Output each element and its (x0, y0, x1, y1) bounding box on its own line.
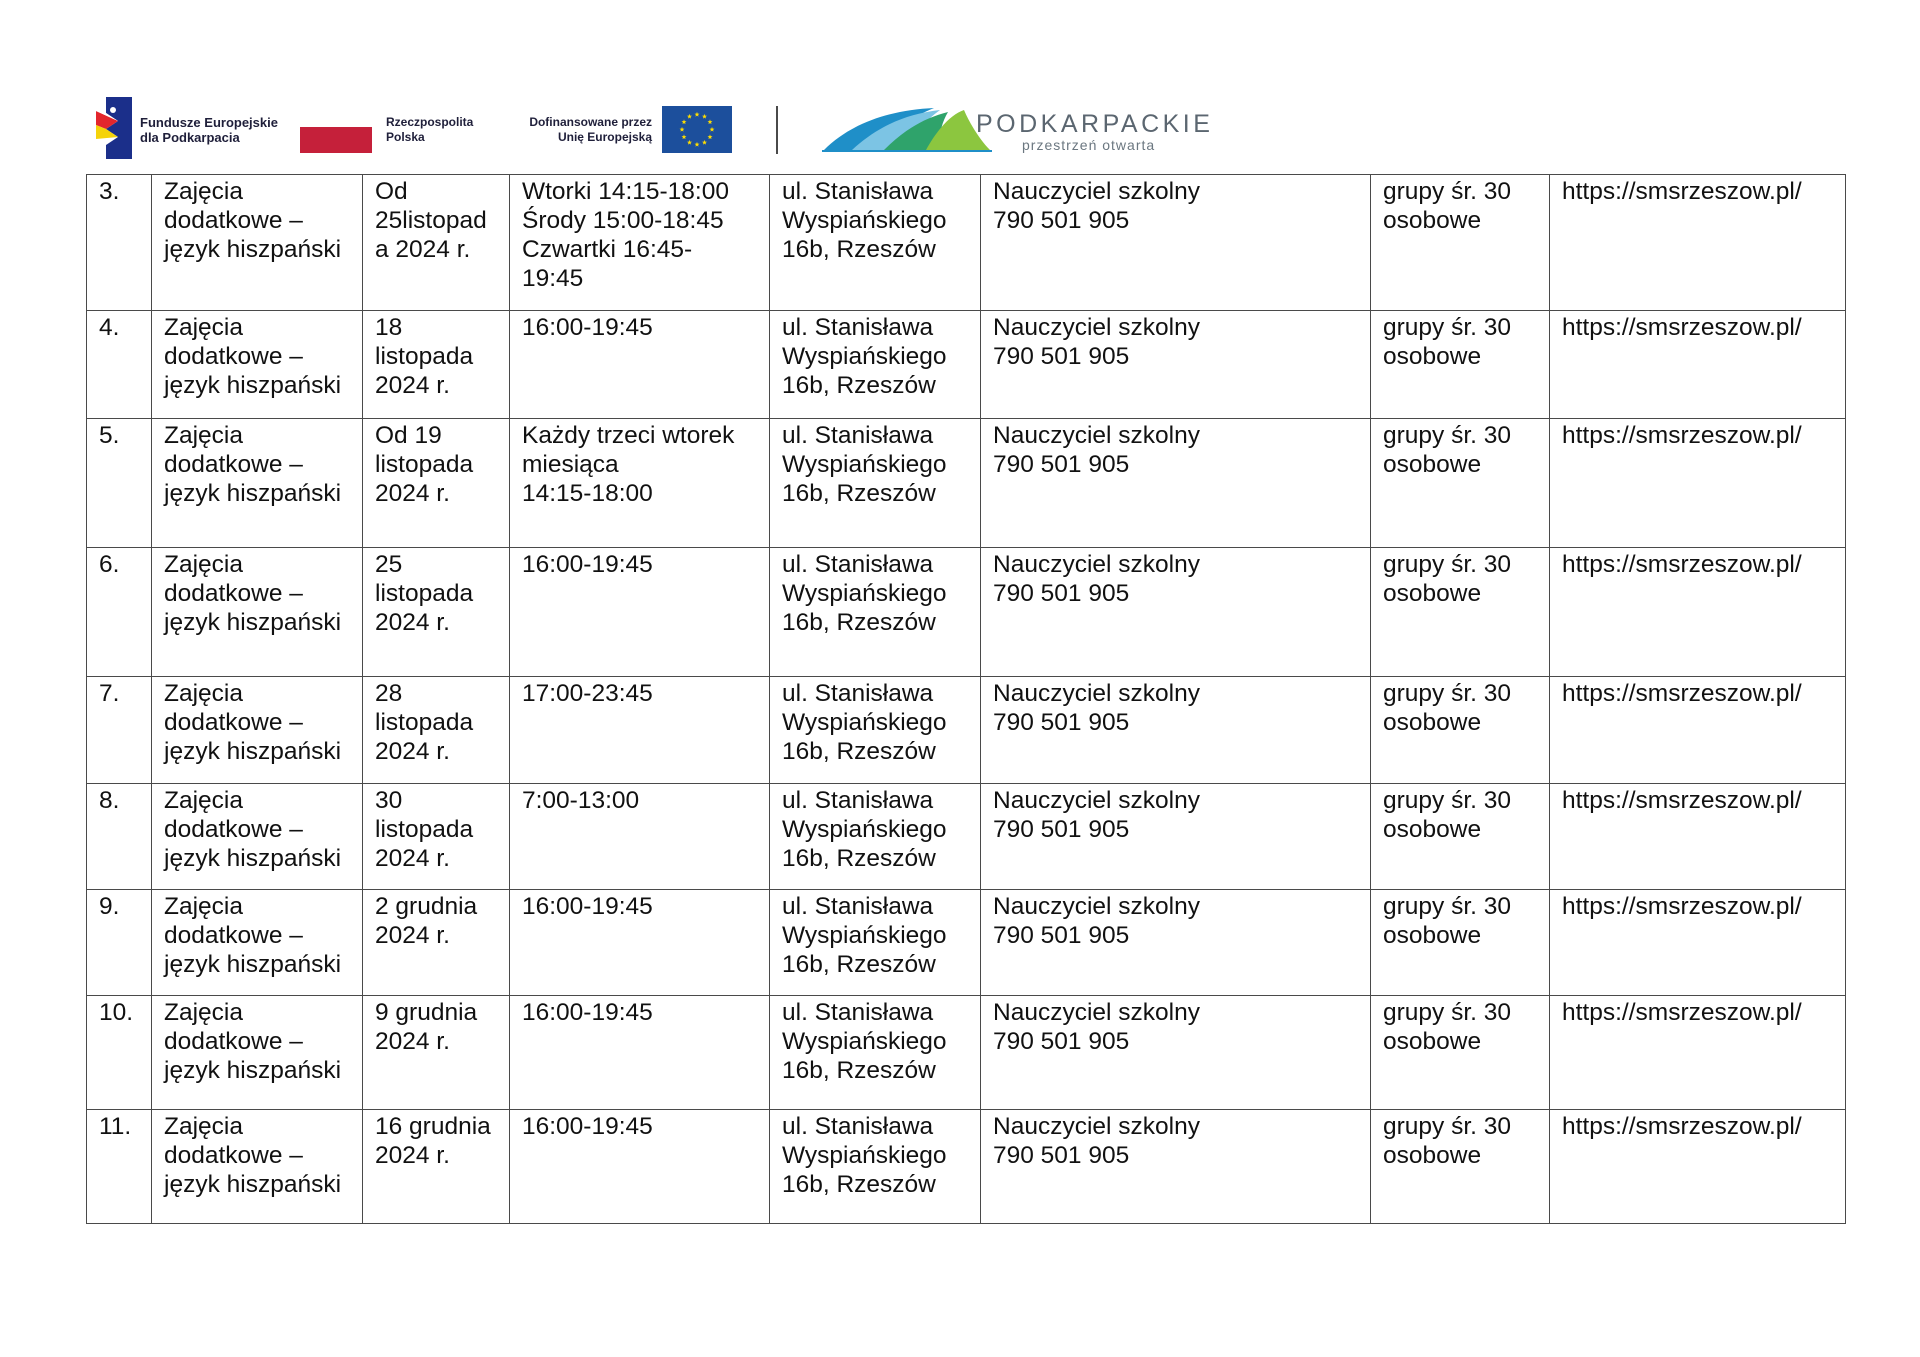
address-cell (770, 548, 981, 677)
date-line: listopada (375, 580, 474, 607)
contact-line: 790 501 905 (993, 451, 1130, 478)
eu-flag-icon (662, 106, 732, 153)
activity-line: dodatkowe – (164, 709, 303, 736)
website-cell (1550, 548, 1846, 677)
address-line: ul. Stanisława (782, 680, 934, 707)
activity-line: Zajęcia (164, 1113, 243, 1140)
date-cell (363, 890, 510, 996)
date-line: 16 grudnia (375, 1113, 491, 1140)
podkarpackie-subtitle: przestrzeń otwarta (1022, 137, 1156, 153)
website-text: https://smsrzeszow.pl/ (1562, 551, 1802, 578)
contact-line: 790 501 905 (993, 207, 1130, 234)
contact-line: Nauczyciel szkolny (993, 893, 1200, 920)
address-line: Wyspiańskiego (782, 1028, 947, 1055)
activity-cell (152, 548, 363, 677)
website-cell (1550, 419, 1846, 548)
contact-cell (981, 784, 1371, 890)
group-size-line: grupy śr. 30 (1383, 551, 1512, 578)
group-size-line: grupy śr. 30 (1383, 178, 1512, 205)
contact-line: 790 501 905 (993, 922, 1130, 949)
time-line: 16:00-19:45 (522, 1113, 653, 1140)
group-size-line: grupy śr. 30 (1383, 1113, 1512, 1140)
group-size-line: grupy śr. 30 (1383, 893, 1512, 920)
date-cell (363, 419, 510, 548)
contact-line: 790 501 905 (993, 343, 1130, 370)
row-number: 7. (99, 680, 120, 707)
contact-line: Nauczyciel szkolny (993, 1113, 1200, 1140)
group-size-line: grupy śr. 30 (1383, 680, 1512, 707)
eu-line-2: Unię Europejską (557, 130, 652, 144)
time-cell (510, 311, 770, 419)
date-line: 2024 r. (375, 609, 450, 636)
address-cell (770, 677, 981, 784)
activity-line: język hiszpański (164, 372, 342, 399)
contact-line: Nauczyciel szkolny (993, 178, 1200, 205)
schedule-table (86, 174, 1846, 1224)
activity-line: dodatkowe – (164, 816, 303, 843)
activity-line: Zajęcia (164, 680, 243, 707)
address-line: Wyspiańskiego (782, 343, 947, 370)
number-cell (87, 1110, 152, 1224)
date-line: listopada (375, 709, 474, 736)
group-size-cell (1371, 996, 1550, 1110)
group-size-line: grupy śr. 30 (1383, 999, 1512, 1026)
address-line: Wyspiańskiego (782, 580, 947, 607)
table-row (87, 1110, 1846, 1224)
time-line: 16:00-19:45 (522, 551, 653, 578)
date-line: listopada (375, 451, 474, 478)
group-size-cell (1371, 175, 1550, 311)
activity-line: Zajęcia (164, 787, 243, 814)
row-number: 6. (99, 551, 120, 578)
group-size-line: grupy śr. 30 (1383, 787, 1512, 814)
address-cell (770, 311, 981, 419)
date-cell (363, 1110, 510, 1224)
group-size-cell (1371, 677, 1550, 784)
contact-cell (981, 419, 1371, 548)
time-line: Czwartki 16:45- (522, 236, 693, 263)
time-line: miesiąca (522, 451, 619, 478)
website-cell (1550, 996, 1846, 1110)
address-line: ul. Stanisława (782, 551, 934, 578)
number-cell (87, 677, 152, 784)
address-line: Wyspiańskiego (782, 1142, 947, 1169)
address-line: ul. Stanisława (782, 422, 934, 449)
time-cell (510, 548, 770, 677)
date-line: 28 (375, 680, 403, 707)
time-cell (510, 677, 770, 784)
address-line: 16b, Rzeszów (782, 372, 936, 399)
contact-line: 790 501 905 (993, 709, 1130, 736)
contact-line: 790 501 905 (993, 816, 1130, 843)
table-row (87, 677, 1846, 784)
group-size-line: osobowe (1383, 207, 1482, 234)
date-line: listopada (375, 816, 474, 843)
group-size-line: osobowe (1383, 343, 1482, 370)
contact-line: Nauczyciel szkolny (993, 551, 1200, 578)
number-cell (87, 890, 152, 996)
activity-line: dodatkowe – (164, 1028, 303, 1055)
date-line: 2024 r. (375, 738, 450, 765)
time-cell (510, 890, 770, 996)
date-line: 2024 r. (375, 372, 450, 399)
activity-line: dodatkowe – (164, 922, 303, 949)
group-size-cell (1371, 890, 1550, 996)
address-line: ul. Stanisława (782, 178, 934, 205)
group-size-line: osobowe (1383, 922, 1482, 949)
website-cell (1550, 311, 1846, 419)
contact-cell (981, 175, 1371, 311)
logo-divider (776, 106, 778, 154)
activity-line: dodatkowe – (164, 451, 303, 478)
row-number: 9. (99, 893, 120, 920)
activity-line: język hiszpański (164, 951, 342, 978)
group-size-line: osobowe (1383, 709, 1482, 736)
number-cell (87, 311, 152, 419)
activity-line: Zajęcia (164, 551, 243, 578)
contact-line: 790 501 905 (993, 1028, 1130, 1055)
time-cell (510, 996, 770, 1110)
group-size-line: grupy śr. 30 (1383, 422, 1512, 449)
activity-cell (152, 1110, 363, 1224)
address-cell (770, 175, 981, 311)
address-line: 16b, Rzeszów (782, 1171, 936, 1198)
website-text: https://smsrzeszow.pl/ (1562, 680, 1802, 707)
address-line: ul. Stanisława (782, 314, 934, 341)
time-line: Każdy trzeci wtorek (522, 422, 735, 449)
time-line: 7:00-13:00 (522, 787, 640, 814)
activity-line: dodatkowe – (164, 580, 303, 607)
website-text: https://smsrzeszow.pl/ (1562, 314, 1802, 341)
date-line: Od (375, 178, 408, 205)
date-line: 25 (375, 551, 403, 578)
group-size-line: osobowe (1383, 816, 1482, 843)
contact-line: 790 501 905 (993, 1142, 1130, 1169)
contact-line: Nauczyciel szkolny (993, 680, 1200, 707)
address-line: ul. Stanisława (782, 893, 934, 920)
activity-cell (152, 419, 363, 548)
activity-line: Zajęcia (164, 893, 243, 920)
date-line: 9 grudnia (375, 999, 478, 1026)
time-line: 19:45 (522, 265, 584, 292)
date-cell (363, 311, 510, 419)
table-row (87, 175, 1846, 311)
contact-line: Nauczyciel szkolny (993, 314, 1200, 341)
group-size-cell (1371, 548, 1550, 677)
address-line: Wyspiańskiego (782, 816, 947, 843)
activity-cell (152, 890, 363, 996)
date-line: 2024 r. (375, 922, 450, 949)
date-cell (363, 677, 510, 784)
address-line: ul. Stanisława (782, 1113, 934, 1140)
address-line: ul. Stanisława (782, 787, 934, 814)
date-line: 18 (375, 314, 403, 341)
activity-line: język hiszpański (164, 738, 342, 765)
group-size-line: osobowe (1383, 1028, 1482, 1055)
eu-cofunded-label (522, 115, 652, 145)
contact-cell (981, 548, 1371, 677)
activity-cell (152, 784, 363, 890)
date-line: 2024 r. (375, 1142, 450, 1169)
contact-cell (981, 996, 1371, 1110)
contact-cell (981, 311, 1371, 419)
date-line: 2024 r. (375, 480, 450, 507)
group-size-line: grupy śr. 30 (1383, 314, 1512, 341)
address-line: 16b, Rzeszów (782, 1057, 936, 1084)
address-cell (770, 996, 981, 1110)
address-line: 16b, Rzeszów (782, 845, 936, 872)
group-size-cell (1371, 784, 1550, 890)
contact-line: Nauczyciel szkolny (993, 787, 1200, 814)
address-line: ul. Stanisława (782, 999, 934, 1026)
row-number: 11. (99, 1113, 132, 1140)
group-size-line: osobowe (1383, 451, 1482, 478)
address-line: 16b, Rzeszów (782, 951, 936, 978)
table-body (87, 175, 1846, 1224)
contact-cell (981, 677, 1371, 784)
website-cell (1550, 784, 1846, 890)
number-cell (87, 175, 152, 311)
time-line: 17:00-23:45 (522, 680, 653, 707)
date-line: 25listopad (375, 207, 487, 234)
date-line: Od 19 (375, 422, 442, 449)
contact-cell (981, 890, 1371, 996)
address-line: Wyspiańskiego (782, 451, 947, 478)
time-cell (510, 419, 770, 548)
website-text: https://smsrzeszow.pl/ (1562, 178, 1802, 205)
row-number: 4. (99, 314, 120, 341)
activity-line: język hiszpański (164, 1057, 342, 1084)
logo-header (0, 0, 1920, 170)
row-number: 8. (99, 787, 120, 814)
activity-cell (152, 677, 363, 784)
activity-line: dodatkowe – (164, 343, 303, 370)
time-line: Wtorki 14:15-18:00 (522, 178, 729, 205)
group-size-cell (1371, 1110, 1550, 1224)
table-row (87, 890, 1846, 996)
date-line: 2024 r. (375, 1028, 450, 1055)
time-line: 16:00-19:45 (522, 999, 653, 1026)
funds-europe-line-2: dla Podkarpacia (140, 130, 240, 145)
republic-line-2: Polska (386, 130, 425, 144)
republic-line-1: Rzeczpospolita (386, 115, 474, 129)
activity-line: język hiszpański (164, 236, 342, 263)
table-row (87, 784, 1846, 890)
activity-line: Zajęcia (164, 422, 243, 449)
group-size-line: osobowe (1383, 1142, 1482, 1169)
podkarpackie-hills-icon (822, 104, 992, 154)
date-cell (363, 996, 510, 1110)
row-number: 3. (99, 178, 120, 205)
address-line: Wyspiańskiego (782, 922, 947, 949)
date-cell (363, 784, 510, 890)
number-cell (87, 419, 152, 548)
date-cell (363, 175, 510, 311)
address-cell (770, 419, 981, 548)
group-size-cell (1371, 419, 1550, 548)
website-cell (1550, 1110, 1846, 1224)
website-cell (1550, 175, 1846, 311)
address-cell (770, 890, 981, 996)
row-number: 5. (99, 422, 120, 449)
funds-europe-line-1: Fundusze Europejskie (140, 115, 278, 130)
time-line: 14:15-18:00 (522, 480, 653, 507)
address-line: 16b, Rzeszów (782, 609, 936, 636)
contact-cell (981, 1110, 1371, 1224)
podkarpackie-title: PODKARPACKIE (976, 110, 1214, 138)
website-cell (1550, 677, 1846, 784)
row-number: 10. (99, 999, 134, 1026)
time-cell (510, 784, 770, 890)
number-cell (87, 784, 152, 890)
table-row (87, 548, 1846, 677)
eu-line-1: Dofinansowane przez (529, 115, 652, 129)
time-line: 16:00-19:45 (522, 314, 653, 341)
activity-line: Zajęcia (164, 314, 243, 341)
contact-line: Nauczyciel szkolny (993, 422, 1200, 449)
time-line: Środy 15:00-18:45 (522, 207, 724, 234)
activity-cell (152, 996, 363, 1110)
poland-flag-icon (300, 127, 372, 153)
address-cell (770, 1110, 981, 1224)
table-row (87, 311, 1846, 419)
date-cell (363, 548, 510, 677)
time-cell (510, 175, 770, 311)
group-size-line: osobowe (1383, 580, 1482, 607)
table-row (87, 996, 1846, 1110)
activity-line: język hiszpański (164, 609, 342, 636)
funds-europe-label (140, 115, 278, 145)
activity-line: język hiszpański (164, 1171, 342, 1198)
time-line: 16:00-19:45 (522, 893, 653, 920)
date-line: listopada (375, 343, 474, 370)
activity-line: Zajęcia (164, 178, 243, 205)
activity-line: język hiszpański (164, 480, 342, 507)
activity-line: Zajęcia (164, 999, 243, 1026)
address-line: Wyspiańskiego (782, 207, 947, 234)
date-line: 2024 r. (375, 845, 450, 872)
number-cell (87, 996, 152, 1110)
website-text: https://smsrzeszow.pl/ (1562, 1113, 1802, 1140)
contact-line: 790 501 905 (993, 580, 1130, 607)
address-line: Wyspiańskiego (782, 709, 947, 736)
address-cell (770, 784, 981, 890)
date-line: 30 (375, 787, 403, 814)
activity-line: język hiszpański (164, 845, 342, 872)
contact-line: Nauczyciel szkolny (993, 999, 1200, 1026)
activity-line: dodatkowe – (164, 207, 303, 234)
address-line: 16b, Rzeszów (782, 236, 936, 263)
website-text: https://smsrzeszow.pl/ (1562, 999, 1802, 1026)
website-cell (1550, 890, 1846, 996)
table-row (87, 419, 1846, 548)
number-cell (87, 548, 152, 677)
activity-cell (152, 175, 363, 311)
website-text: https://smsrzeszow.pl/ (1562, 422, 1802, 449)
website-text: https://smsrzeszow.pl/ (1562, 893, 1802, 920)
funds-europe-icon (96, 97, 132, 159)
date-line: 2 grudnia (375, 893, 478, 920)
website-text: https://smsrzeszow.pl/ (1562, 787, 1802, 814)
date-line: a 2024 r. (375, 236, 471, 263)
address-line: 16b, Rzeszów (782, 738, 936, 765)
activity-cell (152, 311, 363, 419)
republic-of-poland-label (386, 115, 473, 145)
time-cell (510, 1110, 770, 1224)
group-size-cell (1371, 311, 1550, 419)
address-line: 16b, Rzeszów (782, 480, 936, 507)
activity-line: dodatkowe – (164, 1142, 303, 1169)
